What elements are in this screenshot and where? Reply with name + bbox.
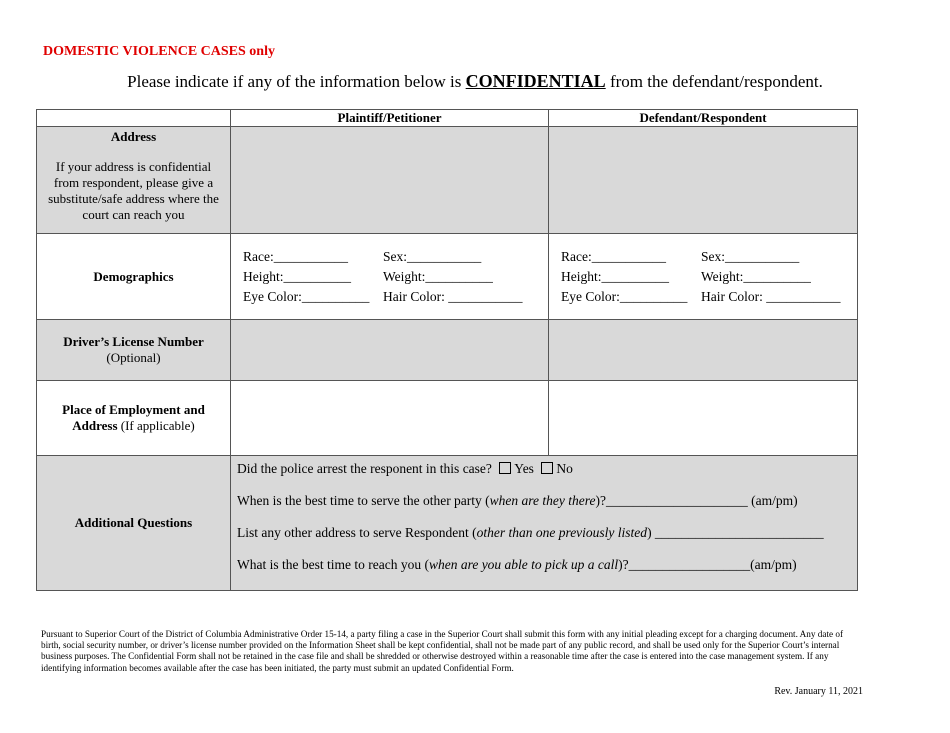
license-label-cell	[37, 320, 231, 381]
no-label: No	[556, 461, 573, 476]
defendant-eye-color-field[interactable]: Eye Color:__________	[561, 288, 688, 304]
defendant-license-field[interactable]	[549, 320, 858, 381]
employment-label-cell	[37, 381, 231, 456]
plaintiff-race-field[interactable]: Race:___________	[243, 248, 348, 264]
defendant-sex-field[interactable]: Sex:___________	[701, 248, 800, 264]
additional-label-cell	[37, 456, 231, 591]
plaintiff-column-header: Plaintiff/Petitioner	[231, 110, 549, 127]
defendant-hair-color-field[interactable]: Hair Color: ___________	[701, 288, 841, 304]
plaintiff-hair-color-field[interactable]: Hair Color: ___________	[383, 288, 523, 304]
license-title: Driver’s License Number	[63, 334, 204, 349]
other-address-question[interactable]: List any other address to serve Respondent (other than one previously listed) _________________________	[237, 525, 824, 540]
intro-instruction: Please indicate if any of the information below is CONFIDENTIAL from the defendant/respondent.	[127, 71, 823, 91]
serve-time-question[interactable]: When is the best time to serve the other party (when are they there)?_____________________ (am/pm)	[237, 493, 798, 508]
confidential-info-table	[36, 109, 858, 591]
plaintiff-eye-color-field[interactable]: Eye Color:__________	[243, 288, 370, 304]
plaintiff-sex-field[interactable]: Sex:___________	[383, 248, 482, 264]
plaintiff-employment-field[interactable]	[231, 381, 549, 456]
confidential-emphasis: CONFIDENTIAL	[465, 71, 606, 91]
defendant-height-field[interactable]: Height:__________	[561, 268, 669, 284]
defendant-employment-field[interactable]	[549, 381, 858, 456]
case-type-heading: DOMESTIC VIOLENCE CASES only	[43, 44, 275, 59]
additional-questions-cell	[231, 456, 858, 591]
plaintiff-weight-field[interactable]: Weight:__________	[383, 268, 493, 284]
address-note: If your address is confidential from respondent, please give a substitute/safe address where the court can reach you	[48, 159, 219, 222]
defendant-demographics-cell	[549, 234, 858, 320]
additional-title: Additional Questions	[74, 515, 193, 530]
employment-title: Place of Employment and Address	[62, 402, 205, 433]
yes-label: Yes	[514, 461, 534, 476]
license-note: (Optional)	[106, 350, 161, 365]
no-checkbox[interactable]	[541, 462, 553, 474]
plaintiff-license-field[interactable]	[231, 320, 549, 381]
defendant-address-field[interactable]	[549, 127, 858, 234]
revision-date: Rev. January 11, 2021	[774, 686, 863, 697]
demographics-label-cell	[37, 234, 231, 320]
police-arrest-question: Did the police arrest the responent in this case? Yes No	[237, 461, 573, 476]
employment-note: (If applicable)	[120, 418, 195, 433]
reach-time-question[interactable]: What is the best time to reach you (when are you able to pick up a call)?__________________(am/pm)	[237, 557, 797, 572]
plaintiff-height-field[interactable]: Height:__________	[243, 268, 351, 284]
plaintiff-demographics-cell	[231, 234, 549, 320]
defendant-column-header: Defendant/Respondent	[549, 110, 858, 127]
corner-header	[37, 110, 231, 127]
defendant-weight-field[interactable]: Weight:__________	[701, 268, 811, 284]
address-label-cell	[37, 127, 231, 234]
demographics-title: Demographics	[93, 268, 174, 284]
plaintiff-address-field[interactable]	[231, 127, 549, 234]
yes-checkbox[interactable]	[499, 462, 511, 474]
address-title: Address	[110, 129, 157, 144]
legal-notice: Pursuant to Superior Court of the District of Columbia Administrative Order 15-14, a party filing a case in the Superior Court shall submit this form with any initial pleading except for a charging document. Any date of birth, social security number, or driver’s license number provided on the Information Sheet shall be kept confidential, shall not be made part of any public record, and shall be used only for the Superior Court’s internal business purposes. The Confidential Form shall not be retained in the case file and shall be shredded or otherwise destroyed within a reasonable time after the case is entered into the case management system. If any identifying information becomes available after the case has been initiated, the party must submit an updated Confidential Form.	[41, 629, 844, 673]
defendant-race-field[interactable]: Race:___________	[561, 248, 666, 264]
